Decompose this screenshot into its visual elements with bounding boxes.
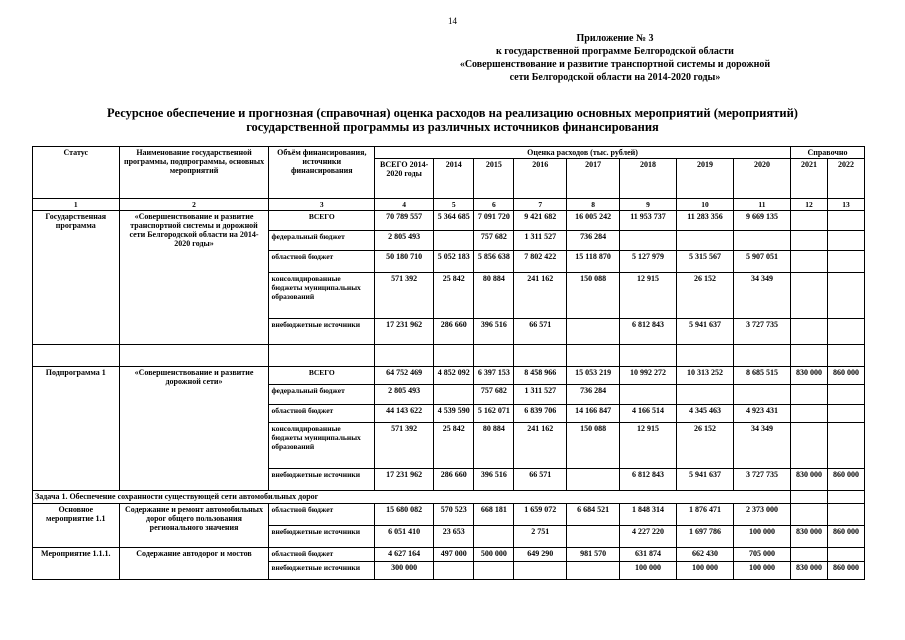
funding-source: внебюджетные источники <box>269 526 375 548</box>
amount-cell <box>619 385 676 405</box>
amount-cell: 15 118 870 <box>567 251 620 273</box>
amount-cell: 981 570 <box>567 548 620 562</box>
amount-cell: 80 884 <box>474 273 514 319</box>
table-row <box>33 211 865 231</box>
amount-cell: 830 000 <box>790 469 827 491</box>
row-name: Содержание автодорог и мостов <box>119 548 269 580</box>
empty-cell <box>676 345 733 367</box>
row-name: Содержание и ремонт автомобильных дорог общего пользования регионального значения <box>119 504 269 548</box>
header-year: 2022 <box>827 159 864 199</box>
empty-cell <box>619 345 676 367</box>
funding-source: консолидированные бюджеты муниципальных образований <box>269 423 375 469</box>
amount-cell: 5 907 051 <box>733 251 790 273</box>
amount-cell: 44 143 622 <box>375 405 434 423</box>
amount-cell <box>733 231 790 251</box>
amount-cell <box>790 548 827 562</box>
amount-cell: 570 523 <box>434 504 474 526</box>
amount-cell: 396 516 <box>474 469 514 491</box>
amount-cell: 497 000 <box>434 548 474 562</box>
amount-cell <box>790 319 827 345</box>
funding-source: федеральный бюджет <box>269 231 375 251</box>
header-year: 2017 <box>567 159 620 199</box>
header-year: 2019 <box>676 159 733 199</box>
amount-cell: 4 166 514 <box>619 405 676 423</box>
amount-cell: 14 166 847 <box>567 405 620 423</box>
row-name: «Совершенствование и развитие транспортной системы и дорожной сети Белгородской области на 2014-2020 годы» <box>119 211 269 345</box>
amount-cell: 100 000 <box>619 562 676 580</box>
amount-cell: 10 313 252 <box>676 367 733 385</box>
amount-cell: 5 162 071 <box>474 405 514 423</box>
amount-cell: 9 669 135 <box>733 211 790 231</box>
empty-cell <box>514 345 567 367</box>
amount-cell: 34 349 <box>733 423 790 469</box>
amount-cell <box>434 231 474 251</box>
header-name: Наименование государственной программы, подпрограммы, основных мероприятий <box>119 147 269 199</box>
empty-cell <box>434 345 474 367</box>
funding-source: областной бюджет <box>269 548 375 562</box>
header-total: ВСЕГО 2014-2020 годы <box>375 159 434 199</box>
amount-cell: 736 284 <box>567 231 620 251</box>
row-status: Основное мероприятие 1.1 <box>33 504 120 548</box>
amount-cell: 1 697 786 <box>676 526 733 548</box>
column-index: 7 <box>514 199 567 211</box>
header-estimate: Оценка расходов (тыс. рублей) <box>375 147 791 159</box>
amount-cell: 4 227 220 <box>619 526 676 548</box>
amount-cell: 631 874 <box>619 548 676 562</box>
amount-cell: 5 052 183 <box>434 251 474 273</box>
amount-cell: 26 152 <box>676 423 733 469</box>
amount-cell <box>827 504 864 526</box>
empty-cell <box>790 345 827 367</box>
amount-cell: 5 315 567 <box>676 251 733 273</box>
funding-source: внебюджетные источники <box>269 319 375 345</box>
amount-cell <box>827 211 864 231</box>
amount-cell: 6 684 521 <box>567 504 620 526</box>
amount-cell: 11 953 737 <box>619 211 676 231</box>
header-volume: Объём финансирования, источники финансирования <box>269 147 375 199</box>
page-number: 14 <box>448 16 457 26</box>
amount-cell: 100 000 <box>676 562 733 580</box>
appendix-line: Приложение № 3 <box>576 33 654 44</box>
amount-cell <box>514 562 567 580</box>
header-year: 2018 <box>619 159 676 199</box>
amount-cell: 25 842 <box>434 273 474 319</box>
column-index: 5 <box>434 199 474 211</box>
amount-cell: 649 290 <box>514 548 567 562</box>
amount-cell: 860 000 <box>827 562 864 580</box>
amount-cell: 5 127 979 <box>619 251 676 273</box>
empty-cell <box>474 345 514 367</box>
amount-cell <box>790 231 827 251</box>
amount-cell: 830 000 <box>790 526 827 548</box>
column-index: 6 <box>474 199 514 211</box>
column-index: 8 <box>567 199 620 211</box>
amount-cell: 3 727 735 <box>733 319 790 345</box>
funding-source: областной бюджет <box>269 504 375 526</box>
amount-cell: 4 539 590 <box>434 405 474 423</box>
amount-cell: 50 180 710 <box>375 251 434 273</box>
amount-cell: 860 000 <box>827 367 864 385</box>
amount-cell: 2 805 493 <box>375 385 434 405</box>
amount-cell <box>827 319 864 345</box>
amount-cell: 100 000 <box>733 526 790 548</box>
table-row <box>33 548 865 562</box>
amount-cell: 1 311 527 <box>514 231 567 251</box>
amount-cell <box>567 469 620 491</box>
header-year: 2014 <box>434 159 474 199</box>
amount-cell: 668 181 <box>474 504 514 526</box>
amount-cell <box>676 385 733 405</box>
amount-cell: 6 812 843 <box>619 469 676 491</box>
amount-cell: 1 848 314 <box>619 504 676 526</box>
amount-cell <box>790 504 827 526</box>
header-year: 2015 <box>474 159 514 199</box>
amount-cell: 830 000 <box>790 562 827 580</box>
column-index: 11 <box>733 199 790 211</box>
amount-cell <box>567 526 620 548</box>
amount-cell: 7 091 720 <box>474 211 514 231</box>
amount-cell: 2 805 493 <box>375 231 434 251</box>
amount-cell: 1 876 471 <box>676 504 733 526</box>
amount-cell: 10 992 272 <box>619 367 676 385</box>
amount-cell: 17 231 962 <box>375 469 434 491</box>
column-index: 4 <box>375 199 434 211</box>
amount-cell <box>827 251 864 273</box>
amount-cell: 8 685 515 <box>733 367 790 385</box>
amount-cell <box>790 385 827 405</box>
amount-cell: 286 660 <box>434 319 474 345</box>
amount-cell <box>474 526 514 548</box>
appendix-line: сети Белгородской области на 2014-2020 годы» <box>509 72 721 83</box>
amount-cell <box>827 231 864 251</box>
amount-cell: 5 364 685 <box>434 211 474 231</box>
amount-cell <box>827 385 864 405</box>
amount-cell <box>827 273 864 319</box>
amount-cell <box>434 385 474 405</box>
amount-cell: 70 789 557 <box>375 211 434 231</box>
funding-source: консолидированные бюджеты муниципальных образований <box>269 273 375 319</box>
funding-source: областной бюджет <box>269 405 375 423</box>
amount-cell <box>567 319 620 345</box>
header-reference: Справочно <box>790 147 864 159</box>
amount-cell: 8 458 966 <box>514 367 567 385</box>
row-status: Государственная программа <box>33 211 120 345</box>
column-index: 12 <box>790 199 827 211</box>
amount-cell: 830 000 <box>790 367 827 385</box>
header-year: 2021 <box>790 159 827 199</box>
row-status: Мероприятие 1.1.1. <box>33 548 120 580</box>
task-title: Задача 1. Обеспечение сохранности существующей сети автомобильных дорог <box>33 491 791 504</box>
amount-cell: 396 516 <box>474 319 514 345</box>
amount-cell <box>567 562 620 580</box>
amount-cell: 4 345 463 <box>676 405 733 423</box>
amount-cell: 1 311 527 <box>514 385 567 405</box>
funding-source: ВСЕГО <box>269 367 375 385</box>
amount-cell <box>619 231 676 251</box>
column-index: 9 <box>619 199 676 211</box>
row-status: Подпрограмма 1 <box>33 367 120 491</box>
amount-cell <box>827 405 864 423</box>
amount-cell: 11 283 356 <box>676 211 733 231</box>
amount-cell: 662 430 <box>676 548 733 562</box>
empty-cell <box>827 345 864 367</box>
amount-cell: 15 053 219 <box>567 367 620 385</box>
amount-cell: 6 839 706 <box>514 405 567 423</box>
column-index: 10 <box>676 199 733 211</box>
amount-cell: 2 751 <box>514 526 567 548</box>
empty-cell <box>33 345 120 367</box>
amount-cell <box>733 385 790 405</box>
funding-source: внебюджетные источники <box>269 469 375 491</box>
header-year: 2020 <box>733 159 790 199</box>
row-name: «Совершенствование и развитие дорожной сети» <box>119 367 269 491</box>
appendix-heading <box>425 32 805 84</box>
amount-cell: 150 088 <box>567 423 620 469</box>
empty-cell <box>790 491 827 504</box>
amount-cell: 4 923 431 <box>733 405 790 423</box>
amount-cell: 2 373 000 <box>733 504 790 526</box>
appendix-line: к государственной программе Белгородской области <box>496 46 734 57</box>
empty-cell <box>827 491 864 504</box>
empty-cell <box>375 345 434 367</box>
funding-source: ВСЕГО <box>269 211 375 231</box>
column-index: 2 <box>119 199 269 211</box>
spacer-row <box>33 345 865 367</box>
amount-cell <box>790 405 827 423</box>
amount-cell: 15 680 082 <box>375 504 434 526</box>
amount-cell: 150 088 <box>567 273 620 319</box>
amount-cell: 6 812 843 <box>619 319 676 345</box>
empty-cell <box>733 345 790 367</box>
amount-cell: 300 000 <box>375 562 434 580</box>
amount-cell: 80 884 <box>474 423 514 469</box>
amount-cell: 34 349 <box>733 273 790 319</box>
amount-cell: 1 659 072 <box>514 504 567 526</box>
financing-table <box>32 146 865 580</box>
empty-cell <box>119 345 269 367</box>
amount-cell <box>790 423 827 469</box>
amount-cell: 100 000 <box>733 562 790 580</box>
amount-cell: 7 802 422 <box>514 251 567 273</box>
amount-cell <box>827 548 864 562</box>
amount-cell: 23 653 <box>434 526 474 548</box>
amount-cell: 571 392 <box>375 273 434 319</box>
amount-cell <box>790 251 827 273</box>
task-row <box>33 491 865 504</box>
amount-cell: 4 852 092 <box>434 367 474 385</box>
amount-cell: 16 005 242 <box>567 211 620 231</box>
amount-cell: 5 856 638 <box>474 251 514 273</box>
amount-cell: 12 915 <box>619 423 676 469</box>
amount-cell: 66 571 <box>514 469 567 491</box>
amount-cell: 12 915 <box>619 273 676 319</box>
amount-cell: 17 231 962 <box>375 319 434 345</box>
amount-cell: 757 682 <box>474 385 514 405</box>
amount-cell: 3 727 735 <box>733 469 790 491</box>
table-row <box>33 367 865 385</box>
amount-cell: 736 284 <box>567 385 620 405</box>
amount-cell <box>827 423 864 469</box>
amount-cell: 241 162 <box>514 273 567 319</box>
amount-cell <box>676 231 733 251</box>
document-title <box>20 106 885 134</box>
column-index: 13 <box>827 199 864 211</box>
amount-cell: 26 152 <box>676 273 733 319</box>
amount-cell <box>434 562 474 580</box>
header-year: 2016 <box>514 159 567 199</box>
amount-cell: 500 000 <box>474 548 514 562</box>
amount-cell: 5 941 637 <box>676 319 733 345</box>
amount-cell: 64 752 469 <box>375 367 434 385</box>
amount-cell: 66 571 <box>514 319 567 345</box>
amount-cell: 6 051 410 <box>375 526 434 548</box>
column-index: 3 <box>269 199 375 211</box>
amount-cell <box>474 562 514 580</box>
amount-cell: 705 000 <box>733 548 790 562</box>
funding-source: внебюджетные источники <box>269 562 375 580</box>
amount-cell: 860 000 <box>827 469 864 491</box>
amount-cell: 860 000 <box>827 526 864 548</box>
header-status: Статус <box>33 147 120 199</box>
appendix-line: «Совершенствование и развитие транспортной системы и дорожной <box>459 59 771 70</box>
amount-cell: 757 682 <box>474 231 514 251</box>
funding-source: федеральный бюджет <box>269 385 375 405</box>
amount-cell: 241 162 <box>514 423 567 469</box>
funding-source: областной бюджет <box>269 251 375 273</box>
amount-cell <box>790 211 827 231</box>
amount-cell: 5 941 637 <box>676 469 733 491</box>
title-line: Ресурсное обеспечение и прогнозная (справочная) оценка расходов на реализацию основных мероприятий (мероприятий) <box>107 106 798 120</box>
amount-cell: 286 660 <box>434 469 474 491</box>
title-line: государственной программы из различных источников финансирования <box>246 120 659 134</box>
amount-cell: 6 397 153 <box>474 367 514 385</box>
empty-cell <box>269 345 375 367</box>
empty-cell <box>567 345 620 367</box>
amount-cell: 4 627 164 <box>375 548 434 562</box>
amount-cell: 9 421 682 <box>514 211 567 231</box>
column-index: 1 <box>33 199 120 211</box>
amount-cell <box>790 273 827 319</box>
amount-cell: 571 392 <box>375 423 434 469</box>
table-row <box>33 504 865 526</box>
amount-cell: 25 842 <box>434 423 474 469</box>
